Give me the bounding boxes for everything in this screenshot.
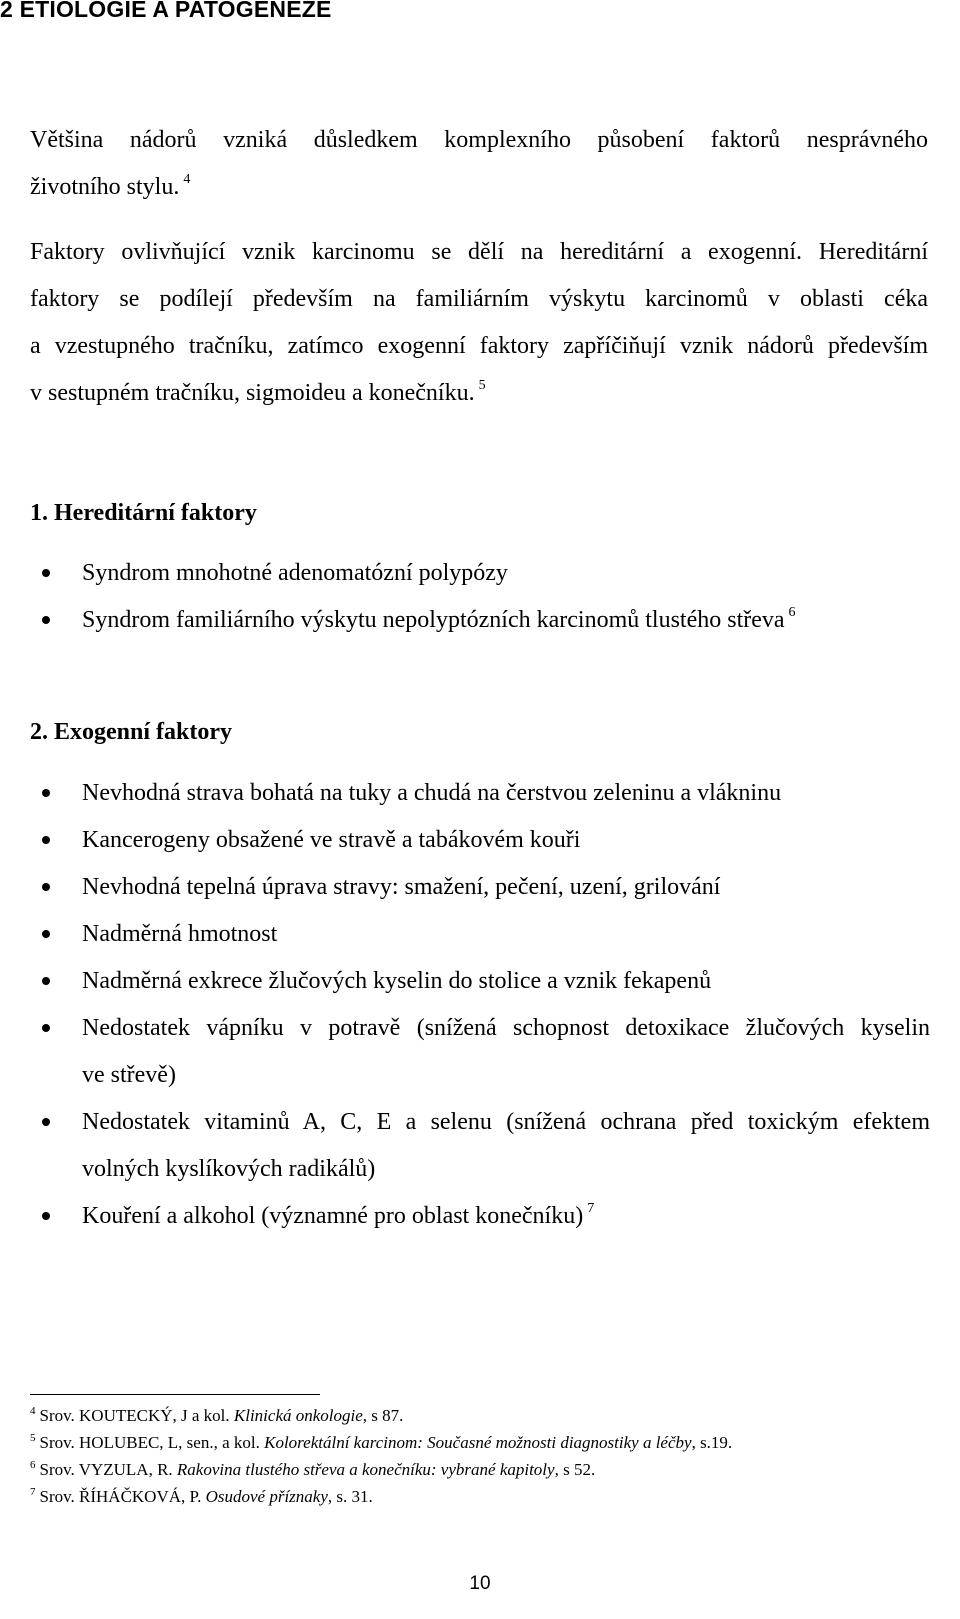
footnote-number: 6 (30, 1459, 36, 1471)
list-item-text-line-1: Nedostatek vápníku v potravě (snížená schopnost detoxikace žlučových kyselin (82, 1015, 930, 1041)
footnote-5 (30, 1429, 930, 1456)
bullet-icon (42, 569, 50, 577)
list-item (30, 770, 930, 817)
intro-line-1: Většina nádorů vzniká důsledkem komplexního působení faktorů nesprávného (30, 127, 928, 153)
intro-paragraph (30, 117, 928, 211)
list-item-text-line-1: Nedostatek vitaminů A, C, E a selenu (snížená ochrana před toxickým efektem (82, 1109, 930, 1135)
footnote-suffix: , s 52. (554, 1460, 596, 1479)
intro-line-2-text: životního stylu. (30, 174, 180, 200)
list-item-text-line-2: ve střevě) (82, 1062, 176, 1088)
footnote-7 (30, 1483, 930, 1510)
footnote-prefix: Srov. KOUTECKÝ, J a kol. (39, 1406, 234, 1425)
list-item (30, 1193, 930, 1240)
bullet-icon (42, 930, 50, 938)
bullet-icon (42, 1024, 50, 1032)
footnote-ref-4: 4 (183, 172, 191, 187)
footnote-6 (30, 1456, 930, 1483)
list-item-text: Nadměrná hmotnost (82, 921, 278, 947)
list-item (30, 958, 930, 1005)
footnote-title: Kolorektální karcinom: Současné možnosti diagnostiky a léčby (264, 1433, 692, 1452)
list-item-text: Syndrom familiárního výskytu nepolyptózních karcinomů tlustého střeva (82, 607, 785, 633)
footnote-suffix: , s 87. (362, 1406, 404, 1425)
footnote-title: Klinická onkologie (233, 1406, 363, 1425)
factors-line-2: faktory se podílejí především na familiárním výskytu karcinomů v oblasti céka (30, 286, 928, 312)
list-item (30, 550, 930, 597)
list-item-text: Syndrom mnohotné adenomatózní polypózy (82, 560, 508, 586)
footnote-prefix: Srov. VYZULA, R. (39, 1460, 177, 1479)
factors-paragraph (30, 229, 928, 417)
hereditary-list (30, 550, 930, 644)
section-title-exogenous: 2. Exogenní faktory (30, 719, 233, 745)
intro-line-2 (30, 164, 928, 211)
footnote-title: Osudové příznaky (205, 1487, 328, 1506)
list-item (30, 911, 930, 958)
footnote-ref-7: 7 (587, 1201, 595, 1216)
footnote-suffix: , s.19. (691, 1433, 733, 1452)
bullet-icon (42, 836, 50, 844)
factors-line-4-text: v sestupném tračníku, sigmoideu a konečníku. (30, 380, 475, 406)
bullet-icon (42, 883, 50, 891)
factors-line-3: a vzestupného tračníku, zatímco exogenní faktory zapříčiňují vznik nádorů především (30, 333, 928, 359)
footnote-number: 5 (30, 1432, 36, 1444)
list-item-text-line-2: volných kyslíkových radikálů) (82, 1156, 376, 1182)
section-title-hereditary: 1. Hereditární faktory (30, 500, 257, 526)
footnote-ref-6: 6 (788, 605, 796, 620)
list-item-text: Nevhodná tepelná úprava stravy: smažení, pečení, uzení, grilování (82, 874, 721, 900)
bullet-icon (42, 789, 50, 797)
list-item-text-wrap (82, 1193, 930, 1240)
list-item (30, 597, 930, 644)
list-item (30, 1005, 930, 1099)
list-item (30, 1099, 930, 1193)
bullet-icon (42, 1212, 50, 1220)
list-item (30, 817, 930, 864)
page-number: 10 (469, 1573, 491, 1594)
list-item (30, 864, 930, 911)
bullet-icon (42, 1118, 50, 1126)
factors-line-1: Faktory ovlivňující vznik karcinomu se dělí na hereditární a exogenní. Hereditární (30, 239, 928, 265)
footnote-4 (30, 1402, 930, 1429)
bullet-icon (42, 977, 50, 985)
footnote-prefix: Srov. ŘÍHÁČKOVÁ, P. (39, 1487, 206, 1506)
footnote-suffix: , s. 31. (327, 1487, 373, 1506)
footnote-separator (30, 1394, 320, 1395)
footnote-number: 7 (30, 1486, 36, 1498)
list-item-text: Kouření a alkohol (významné pro oblast konečníku) (82, 1203, 584, 1229)
list-item-text-wrap (82, 597, 930, 644)
exogenous-list (30, 770, 930, 1240)
list-item-text: Nevhodná strava bohatá na tuky a chudá na čerstvou zeleninu a vlákninu (82, 780, 782, 806)
chapter-heading: 2 ETIOLOGIE A PATOGENEZE (0, 0, 332, 22)
footnote-prefix: Srov. HOLUBEC, L, sen., a kol. (39, 1433, 265, 1452)
footnote-number: 4 (30, 1405, 36, 1417)
footnotes (30, 1402, 930, 1510)
factors-line-4 (30, 370, 928, 417)
footnote-ref-5: 5 (478, 378, 486, 393)
bullet-icon (42, 616, 50, 624)
list-item-text: Nadměrná exkrece žlučových kyselin do stolice a vznik fekapenů (82, 968, 712, 994)
footnote-title: Rakovina tlustého střeva a konečníku: vybrané kapitoly (176, 1460, 555, 1479)
list-item-text: Kancerogeny obsažené ve stravě a tabákovém kouři (82, 827, 581, 853)
